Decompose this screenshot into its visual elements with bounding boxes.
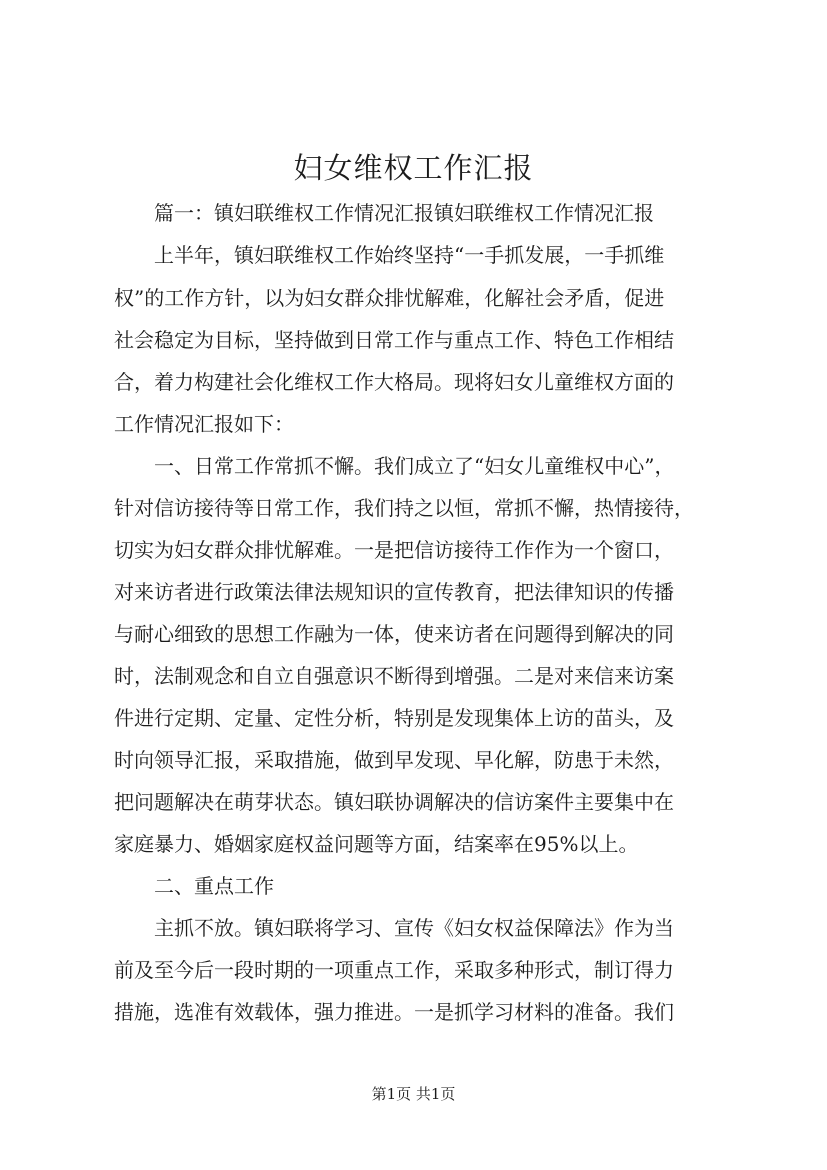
page-footer: 第1页 共1页 bbox=[371, 1085, 456, 1103]
text-line-14: 时向领导汇报，采取措施，做到早发现、早化解，防患于未然， bbox=[114, 748, 674, 772]
text-line-5: 合，着力构建社会化维权工作大格局。现将妇女儿童维权方面的 bbox=[114, 370, 674, 394]
text-line-6: 工作情况汇报如下： bbox=[114, 412, 294, 436]
text-line-10: 对来访者进行政策法律法规知识的宣传教育，把法律知识的传播 bbox=[114, 580, 674, 604]
text-line-11: 与耐心细致的思想工作融为一体，使来访者在问题得到解决的同 bbox=[114, 622, 674, 646]
text-line-12: 时，法制观念和自立自强意识不断得到增强。二是对来信来访案 bbox=[114, 664, 674, 688]
text-line-16: 家庭暴力、婚姻家庭权益问题等方面，结案率在95%以上。 bbox=[114, 832, 639, 856]
text-line-3: 权”的工作方针，以为妇女群众排忧解难，化解社会矛盾，促进 bbox=[114, 286, 665, 310]
text-line-18: 主抓不放。镇妇联将学习、宣传《妇女权益保障法》作为当 bbox=[114, 916, 674, 940]
text-line-17: 二、重点工作 bbox=[114, 874, 274, 898]
text-line-19: 前及至今后一段时期的一项重点工作，采取多种形式，制订得力 bbox=[114, 958, 674, 982]
text-line-15: 把问题解决在萌芽状态。镇妇联协调解决的信访案件主要集中在 bbox=[114, 790, 674, 814]
text-line-9: 切实为妇女群众排忧解难。一是把信访接待工作作为一个窗口， bbox=[114, 538, 674, 562]
text-line-4: 社会稳定为目标，坚持做到日常工作与重点工作、特色工作相结 bbox=[114, 328, 674, 352]
text-line-13: 件进行定期、定量、定性分析，特别是发现集体上访的苗头，及 bbox=[114, 706, 674, 730]
text-line-1: 篇一：镇妇联维权工作情况汇报镇妇联维权工作情况汇报 bbox=[114, 201, 654, 225]
document-title: 妇女维权工作汇报 bbox=[293, 151, 534, 185]
text-line-2: 上半年，镇妇联维权工作始终坚持“一手抓发展，一手抓维 bbox=[114, 243, 665, 267]
text-line-20: 措施，选准有效载体，强力推进。一是抓学习材料的准备。我们 bbox=[114, 1000, 674, 1024]
text-line-8: 针对信访接待等日常工作，我们持之以恒，常抓不懈，热情接待， bbox=[114, 496, 694, 520]
text-line-7: 一、日常工作常抓不懈。我们成立了“妇女儿童维权中心”， bbox=[114, 454, 675, 478]
